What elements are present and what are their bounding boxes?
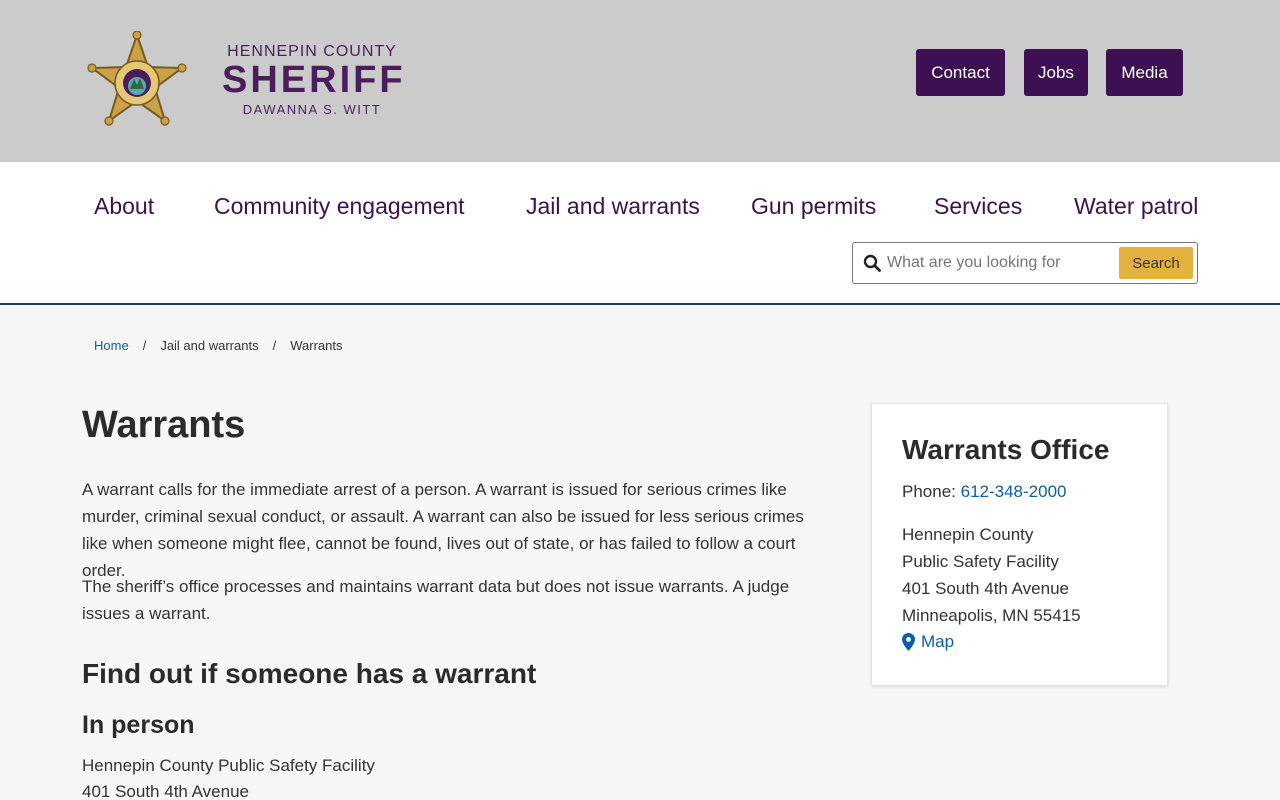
in-person-address-line-2: 401 South 4th Avenue [82, 782, 250, 800]
star-badge-icon [85, 31, 190, 131]
nav-gun-permits[interactable]: Gun permits [751, 193, 877, 219]
breadcrumb-current: Warrants [290, 338, 343, 353]
card-phone [902, 482, 1067, 502]
nav-services[interactable]: Services [934, 193, 1023, 219]
intro-paragraph: A warrant calls for the immediate arrest of a person. A warrant is issued for serious crimes like murder, criminal sexual conduct, or assault. A warrant can also be issued for less serious crimes like when someone might flee, cannot be found, lives out of state, or has failed to follow a court order. [82, 480, 804, 580]
main-navigation [0, 162, 1280, 305]
section-heading-find-warrant: Find out if someone has a warrant [82, 658, 537, 689]
sheriff-role-paragraph: The sheriff’s office processes and maintains warrant data but does not issue warrants. A judge issues a warrant. [82, 577, 790, 623]
card-address-line: Hennepin County [902, 525, 1034, 544]
logo-title: SHERIFF [222, 59, 406, 101]
nav-jail-and-warrants[interactable]: Jail and warrants [526, 193, 700, 219]
phone-label: Phone: [902, 482, 956, 501]
sheriff-logo-text[interactable] [222, 42, 406, 119]
search-button[interactable]: Search [1119, 247, 1193, 279]
in-person-address-line-1: Hennepin County Public Safety Facility [82, 756, 375, 775]
map-link[interactable] [902, 632, 954, 652]
warrants-office-card [871, 403, 1168, 686]
nav-water-patrol[interactable]: Water patrol [1074, 193, 1199, 219]
phone-link[interactable]: 612-348-2000 [960, 482, 1067, 501]
map-link-label: Map [921, 632, 955, 651]
nav-about[interactable]: About [94, 193, 155, 219]
jobs-button[interactable]: Jobs [1024, 49, 1088, 96]
breadcrumb-jail-and-warrants[interactable]: Jail and warrants [160, 338, 259, 353]
card-address-line: 401 South 4th Avenue [902, 579, 1070, 598]
breadcrumb-separator: / [142, 338, 147, 353]
breadcrumb [94, 338, 342, 353]
logo-county: HENNEPIN COUNTY [227, 43, 397, 60]
media-button[interactable]: Media [1106, 49, 1183, 96]
breadcrumb-separator: / [272, 338, 277, 353]
search-input[interactable] [887, 249, 1117, 277]
search-icon [863, 254, 881, 272]
card-title: Warrants Office [902, 434, 1110, 465]
contact-button[interactable]: Contact [916, 49, 1005, 96]
breadcrumb-home-link[interactable]: Home [94, 338, 129, 353]
subheading-in-person: In person [82, 711, 195, 739]
card-address-line: Public Safety Facility [902, 552, 1059, 571]
search-box [852, 242, 1198, 284]
site-header [0, 0, 1280, 162]
sheriff-star-badge-logo[interactable] [85, 31, 190, 131]
card-address-line: Minneapolis, MN 55415 [902, 606, 1081, 625]
nav-community-engagement[interactable]: Community engagement [214, 193, 465, 219]
logo-sheriff-name: DAWANNA S. WITT [242, 102, 382, 117]
map-pin-icon [902, 633, 915, 651]
page-title: Warrants [82, 404, 246, 446]
